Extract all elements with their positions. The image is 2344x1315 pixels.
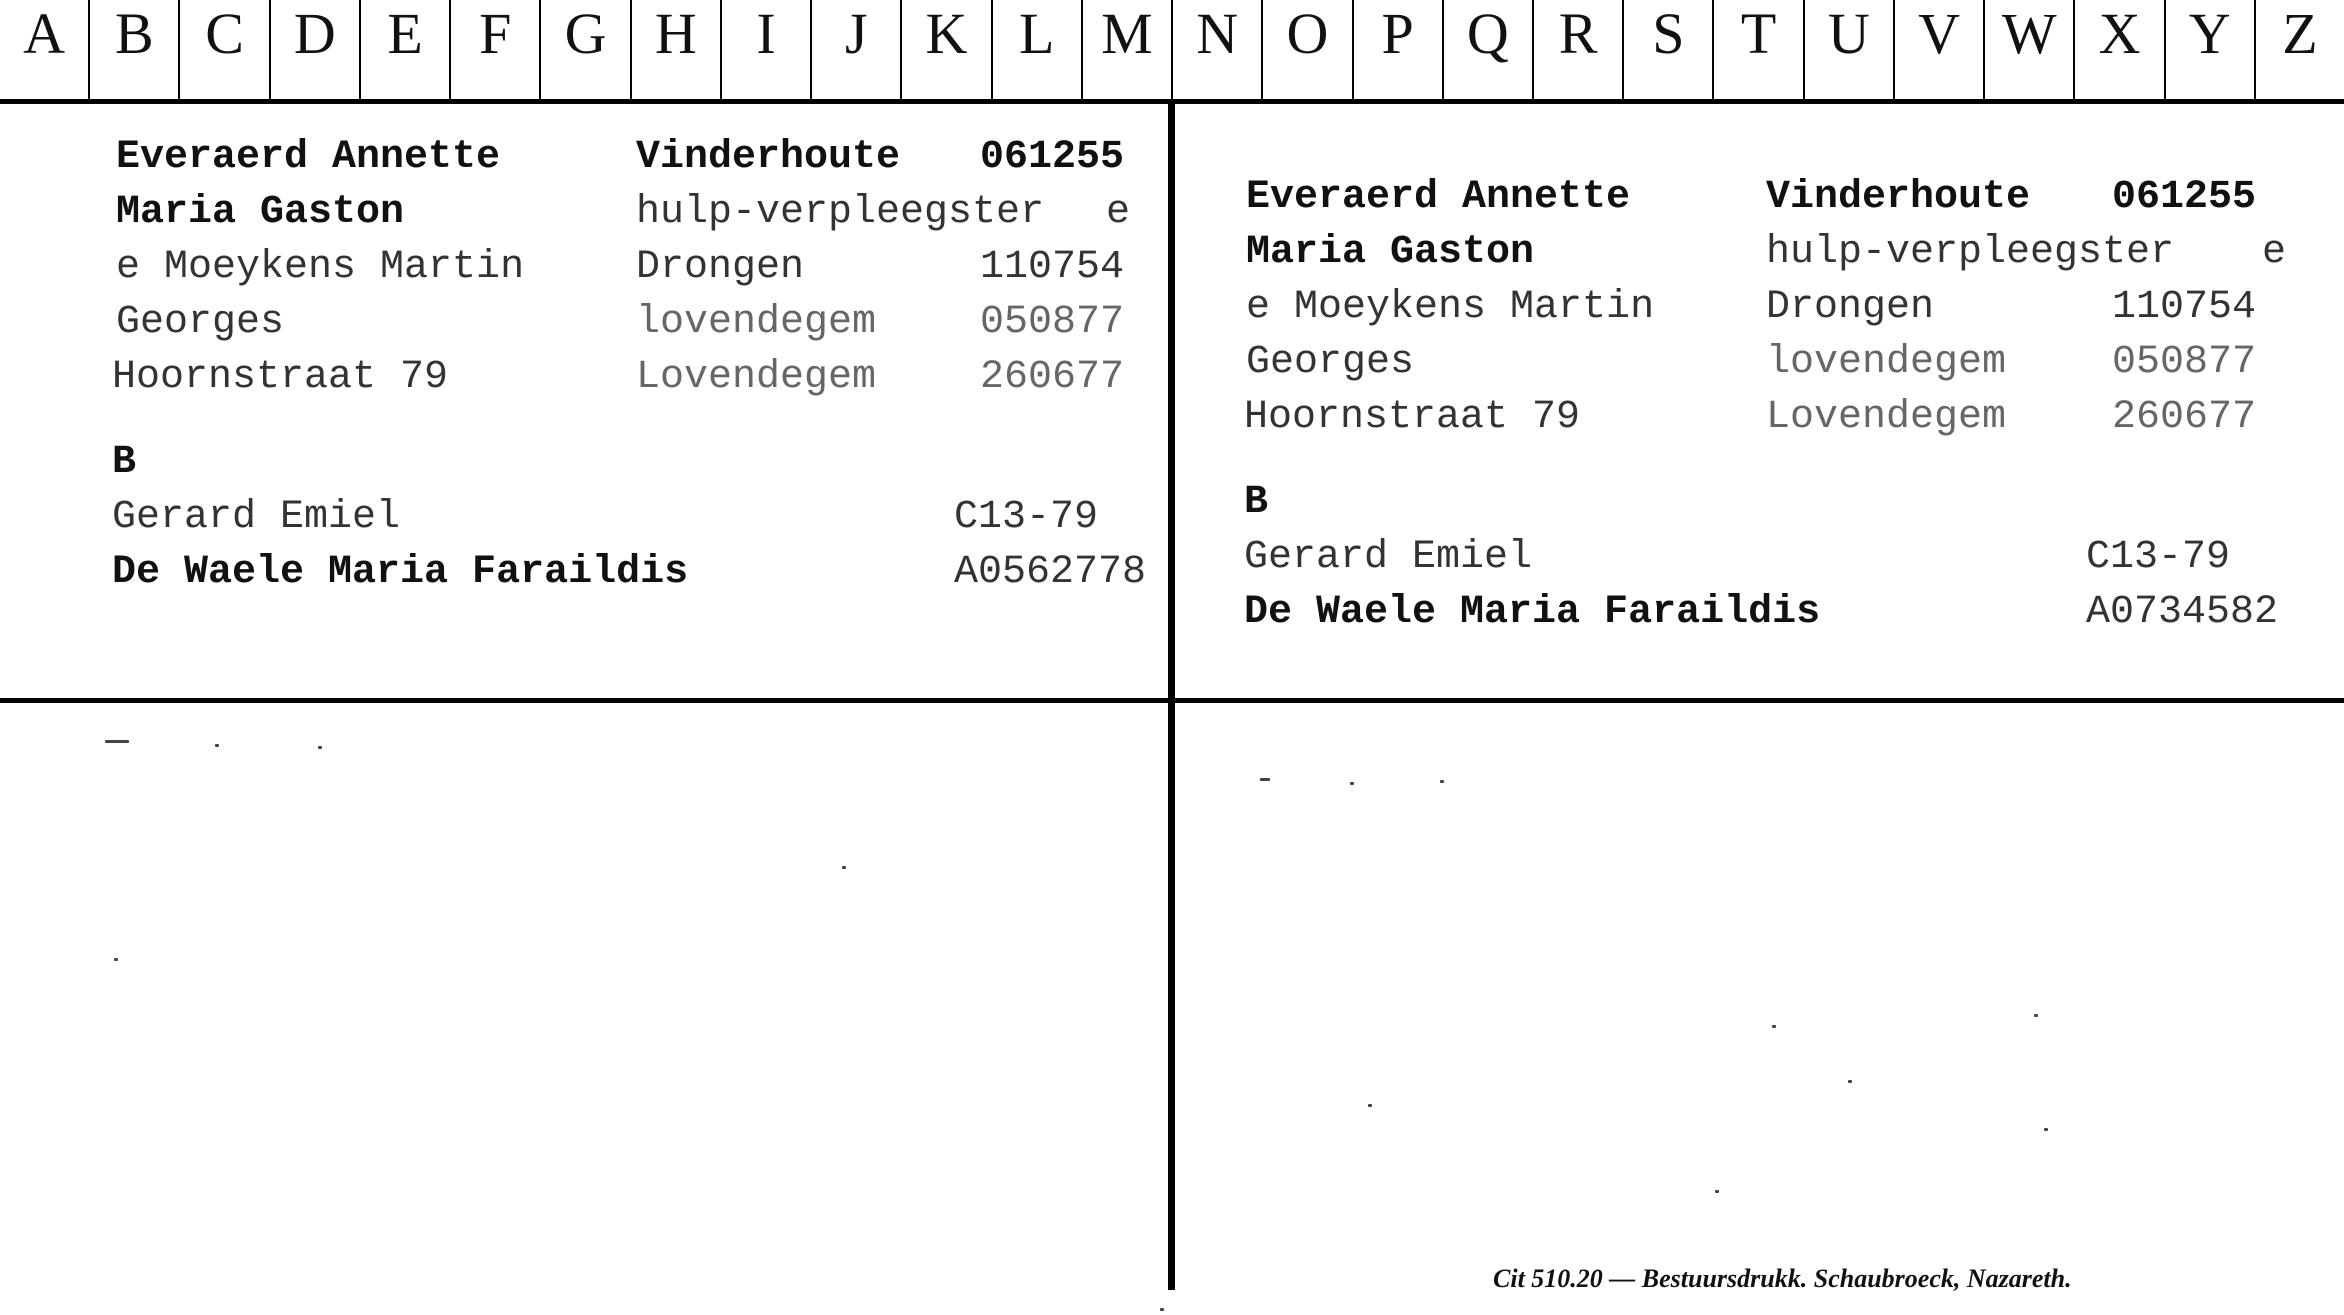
scan-speck [1715, 1190, 1719, 1193]
center-divider [1168, 100, 1175, 1290]
index-letter-z: Z [2282, 0, 2318, 66]
left-place-3: lovendegem [636, 300, 877, 345]
left-record-card [112, 130, 1152, 600]
index-letter-e: E [361, 0, 451, 99]
right-father: Gerard Emiel [1244, 535, 1533, 580]
right-code-2: A0734582 [2086, 590, 2279, 635]
right-code-1: C13-79 [2086, 535, 2231, 580]
left-occupation-suffix: e [1106, 190, 1131, 235]
index-letter-m: M [1083, 0, 1173, 99]
left-code-1: C13-79 [954, 495, 1099, 540]
right-name-line-2: Maria Gaston [1246, 230, 1535, 275]
index-letter-v: V [1895, 0, 1985, 99]
scan-speck [1350, 782, 1354, 785]
index-letter-g: G [541, 0, 631, 99]
index-letter-f: F [451, 0, 541, 99]
left-occupation: hulp-verpleegster [636, 190, 1045, 235]
left-father: Gerard Emiel [112, 495, 401, 540]
scan-speck [2044, 1128, 2048, 1131]
index-letter-x: X [2075, 0, 2165, 99]
right-date-2: 110754 [2112, 285, 2257, 330]
right-record-card [1244, 170, 2334, 640]
right-occupation: hulp-verpleegster [1766, 230, 2175, 275]
left-address: Hoornstraat 79 [112, 355, 449, 400]
scan-speck [2034, 1014, 2038, 1017]
left-date-4: 260677 [980, 355, 1125, 400]
right-place-3: lovendegem [1766, 340, 2007, 385]
index-letter-d: D [271, 0, 361, 99]
left-code-2: A0562778 [954, 550, 1147, 595]
scan-speck [1772, 1025, 1776, 1028]
right-occupation-suffix: e [2262, 230, 2287, 275]
right-name-line-1: Everaerd Annette [1246, 175, 1631, 220]
scan-speck [1440, 780, 1444, 783]
horizontal-divider [0, 698, 2344, 703]
right-address: Hoornstraat 79 [1244, 395, 1581, 440]
scan-speck [1260, 778, 1270, 781]
index-letter-l: L [993, 0, 1083, 99]
scan-speck [1160, 1308, 1164, 1311]
index-letter-o: O [1263, 0, 1353, 99]
index-letter-b: B [90, 0, 180, 99]
index-letter-y: Y [2166, 0, 2256, 99]
scan-speck [842, 866, 846, 869]
left-name-line-1: Everaerd Annette [116, 135, 501, 180]
left-name-line-2: Maria Gaston [116, 190, 405, 235]
index-letter-w: W [1985, 0, 2075, 99]
scan-speck [1848, 1080, 1852, 1083]
index-letter-c: C [180, 0, 270, 99]
index-letter-u: U [1805, 0, 1895, 99]
right-date-4: 260677 [2112, 395, 2257, 440]
left-name-line-4: Georges [116, 300, 285, 345]
right-date-3: 050877 [2112, 340, 2257, 385]
left-mother: De Waele Maria Faraildis [112, 550, 689, 595]
index-letter-p: P [1354, 0, 1444, 99]
alphabet-index-strip [0, 0, 2344, 104]
scan-speck [215, 744, 219, 747]
right-name-line-4: Georges [1246, 340, 1415, 385]
right-mother: De Waele Maria Faraildis [1244, 590, 1821, 635]
index-letter-i: I [722, 0, 812, 99]
right-birth-place: Vinderhoute [1766, 175, 2031, 220]
left-section-letter: B [112, 440, 137, 485]
left-date-3: 050877 [980, 300, 1125, 345]
left-birth-date: 061255 [980, 135, 1125, 180]
left-place-4: Lovendegem [636, 355, 877, 400]
index-letter-a: A [0, 0, 90, 99]
right-section-letter: B [1244, 480, 1269, 525]
index-letter-r: R [1534, 0, 1624, 99]
right-place-4: Lovendegem [1766, 395, 2007, 440]
printer-footer: Cit 510.20 — Bestuursdrukk. Schaubroeck, Nazareth. [1493, 1264, 2072, 1293]
index-letter-t: T [1714, 0, 1804, 99]
index-letter-s: S [1624, 0, 1714, 99]
left-place-2: Drongen [636, 245, 805, 290]
index-letter-k: K [902, 0, 992, 99]
index-letter-q: Q [1444, 0, 1534, 99]
right-place-2: Drongen [1766, 285, 1935, 330]
scan-speck [318, 746, 322, 749]
index-letter-h: H [632, 0, 722, 99]
left-birth-place: Vinderhoute [636, 135, 901, 180]
left-name-line-3: e Moeykens Martin [116, 245, 525, 290]
scan-speck [114, 958, 118, 961]
index-letter-j: J [812, 0, 902, 99]
right-name-line-3: e Moeykens Martin [1246, 285, 1655, 330]
left-date-2: 110754 [980, 245, 1125, 290]
scan-speck [1368, 1104, 1372, 1107]
index-letter-n: N [1173, 0, 1263, 99]
scan-speck [105, 740, 129, 743]
right-birth-date: 061255 [2112, 175, 2257, 220]
